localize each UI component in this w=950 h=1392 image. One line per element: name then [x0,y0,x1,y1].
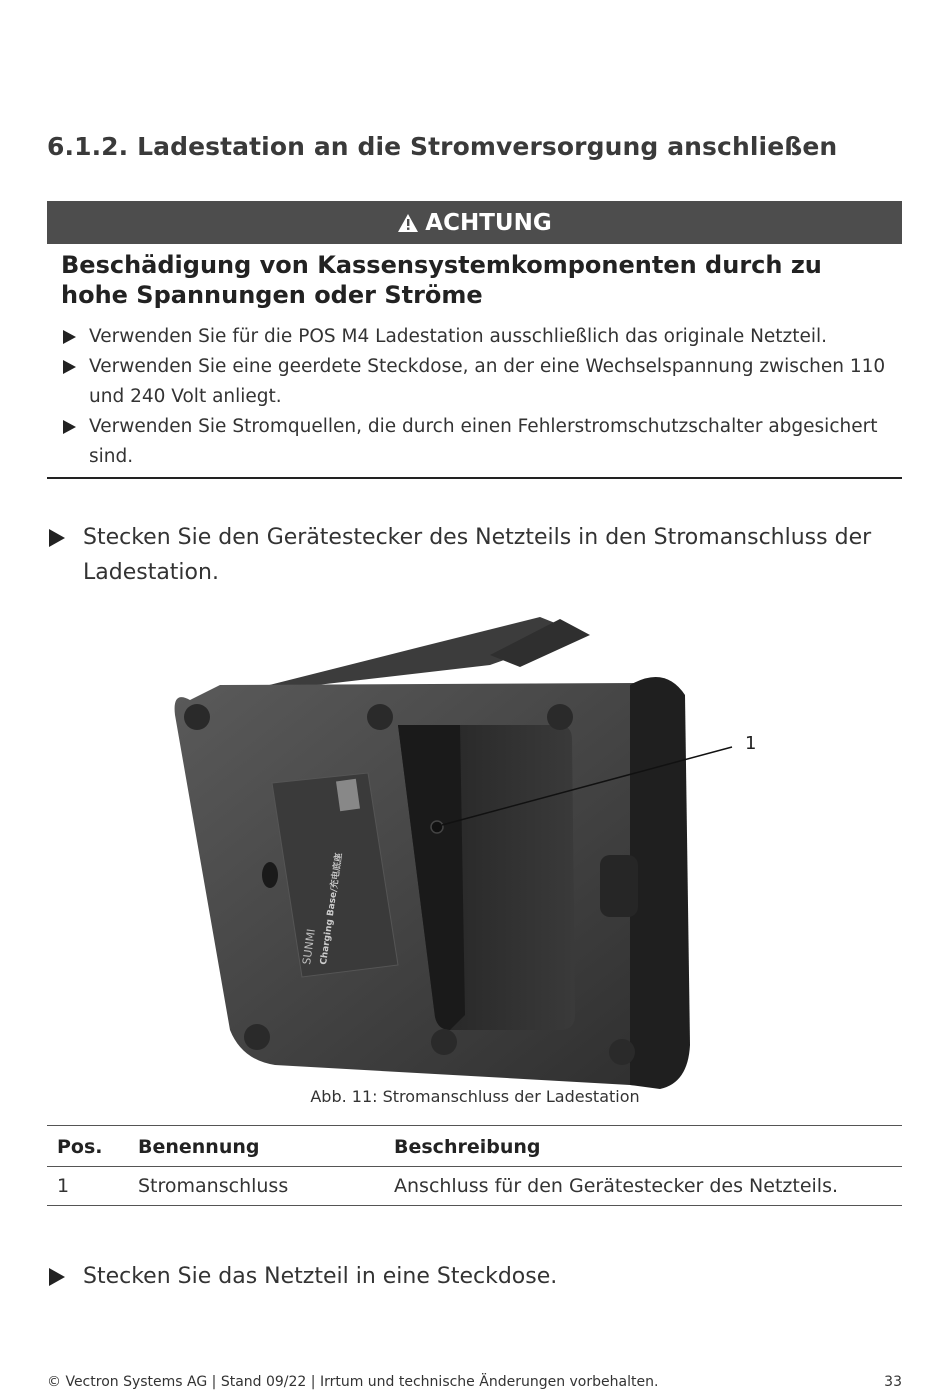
column-header-name: Benennung [128,1126,384,1167]
warning-list [61,322,891,472]
position-table [47,1125,902,1206]
cell-description: Anschluss für den Gerätestecker des Netzteils. [384,1167,902,1206]
callout-number: 1 [745,733,757,754]
warning-label: ACHTUNG [425,209,552,236]
step-instruction: Stecken Sie den Gerätestecker des Netzteils in den Stromanschluss der Ladestation. [49,520,903,590]
warning-triangle-icon [397,213,419,233]
section-heading: 6.1.2. Ladestation an die Stromversorgung anschließen [47,132,838,161]
table-row [47,1167,902,1206]
warning-bar [47,201,902,244]
step-triangle-icon [49,1268,65,1286]
step-instruction: Stecken Sie das Netzteil in eine Steckdose. [49,1259,903,1294]
list-item: Verwenden Sie Stromquellen, die durch einen Fehlerstromschutzschalter abgesichert sind. [61,412,891,472]
label-product: Charging Base/充电底座 [319,852,345,966]
page-number: 33 [884,1374,902,1390]
list-item: Verwenden Sie für die POS M4 Ladestation ausschließlich das originale Netzteil. [61,322,891,352]
column-header-description: Beschreibung [384,1126,902,1167]
cell-name: Stromanschluss [128,1167,384,1206]
bullet-triangle-icon [63,360,76,374]
footer-text: © Vectron Systems AG | Stand 09/22 | Irrtum und technische Änderungen vorbehalten. [47,1374,659,1390]
warning-title: Beschädigung von Kassensystemkomponenten durch zu hohe Spannungen oder Ströme [61,251,822,309]
bullet-triangle-icon [63,420,76,434]
label-brand: SUNMI [300,927,318,966]
bullet-triangle-icon [63,330,76,344]
list-item: Verwenden Sie eine geerdete Steckdose, an der eine Wechselspannung zwischen 110 und 240 Volt anliegt. [61,352,891,412]
cell-pos: 1 [47,1167,128,1206]
step-triangle-icon [49,529,65,547]
column-header-pos: Pos. [47,1126,128,1167]
charging-base-image [160,605,800,1095]
warning-divider [47,477,902,479]
figure-caption: Abb. 11: Stromanschluss der Ladestation [310,1087,640,1106]
table-header-row [47,1126,902,1167]
